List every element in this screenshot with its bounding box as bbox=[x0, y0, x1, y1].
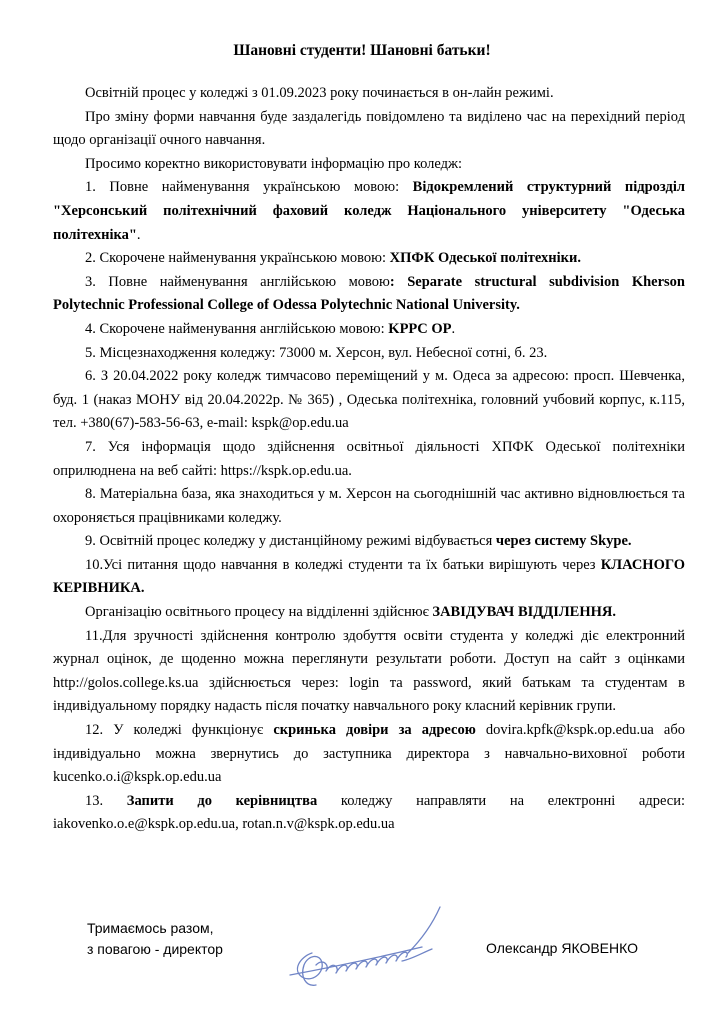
document-body bbox=[53, 82, 685, 837]
signature-image bbox=[282, 895, 447, 990]
item-9-bold: через систему Skype. bbox=[495, 533, 632, 550]
item-2 bbox=[53, 247, 685, 271]
item-8: 8. Матеріальна база, яка знаходиться у м. Херсон на сьогоднішній час активно відновлюється та охороняється працівниками коледжу. bbox=[53, 486, 685, 526]
item-13-tail: коледжу направляти на електронні адреси: iakovenko.o.e@kspk.op.edu.ua, rotan.n.v@kspk.op.edu.ua bbox=[53, 792, 686, 833]
item-10-bold: КЛАСНОГО КЕРІВНИКА. bbox=[53, 556, 685, 597]
item-3-bold: : Separate structural subdivision Kherson Polytechnic Professional College of Odessa Polytechnic National University. bbox=[53, 273, 685, 314]
item-4-lead: 4. Скорочене найменування англійською мовою: bbox=[85, 320, 389, 337]
page-title: Шановні студенти! Шановні батьки! bbox=[233, 42, 491, 59]
item-11: 11.Для зручності здійснення контролю здобуття освіти студента у коледжі діє електронний журнал оцінок, де щоденно можна переглянути результати роботи. Доступ на сайт з оцінками http://golos.college.ks.ua здійснюється через: login та password, який батькам та студентам в індивідуальному порядку надасть після початку навчального року класний керівник групи. bbox=[53, 627, 685, 715]
organization-note bbox=[53, 601, 685, 625]
item-1 bbox=[53, 176, 685, 247]
director-name: Олександр ЯКОВЕНКО bbox=[486, 940, 639, 956]
item-10 bbox=[53, 554, 685, 601]
item-7: 7. Уся інформація щодо здійснення освітньої діяльності ХПФК Одеської політехніки оприлюднена на веб сайті: https://kspk.op.edu.ua. bbox=[53, 438, 685, 479]
item-3-lead: 3. Повне найменування англійською мовою bbox=[85, 273, 390, 290]
item-12-tail: dovira.kpfk@kspk.op.edu.ua або індивідуально можна звернутись до заступника директора з навчально-виховної роботи kucenko.o.i@kspk.op.edu.ua bbox=[53, 722, 685, 786]
closing-line-2: з повагою - директор bbox=[87, 941, 223, 957]
item-3 bbox=[53, 271, 685, 318]
organization-note-bold: ЗАВІДУВАЧ ВІДДІЛЕННЯ. bbox=[432, 604, 616, 621]
item-9 bbox=[53, 530, 685, 554]
intro-paragraph-3: Просимо коректно використовувати інформацію про коледж: bbox=[85, 155, 463, 172]
intro-paragraph-1: Освітній процес у коледжі з 01.09.2023 року починається в он-лайн режимі. bbox=[85, 85, 554, 101]
item-10-lead: 10.Усі питання щодо навчання в коледжі студенти та їх батьки вирішують через bbox=[85, 556, 601, 573]
item-5: 5. Місцезнаходження коледжу: 73000 м. Херсон, вул. Небесної сотні, б. 23. bbox=[85, 344, 548, 361]
item-2-lead: 2. Скорочене найменування українською мовою: bbox=[85, 250, 390, 267]
item-1-bold: Відокремлений структурний підрозділ "Херсонський політехнічний фаховий коледж Національного університету "Одеська політехніка" bbox=[53, 179, 685, 243]
item-13-lead: 13. bbox=[85, 792, 127, 809]
item-9-lead: 9. Освітній процес коледжу у дистанційному режимі відбувається bbox=[85, 533, 496, 550]
item-13 bbox=[53, 790, 685, 837]
item-4-bold: KPPC OP bbox=[388, 320, 452, 337]
organization-note-lead: Організацію освітнього процесу на відділенні здійснює bbox=[85, 604, 433, 621]
item-1-lead: 1. Повне найменування українською мовою: bbox=[85, 179, 413, 196]
closing-block bbox=[87, 918, 223, 960]
item-12-bold: скринька довіри за адресою bbox=[273, 722, 476, 739]
item-1-tail: . bbox=[136, 226, 141, 243]
item-12 bbox=[53, 719, 685, 790]
item-4-tail: . bbox=[451, 320, 456, 337]
item-4 bbox=[53, 318, 685, 342]
intro-paragraph-2: Про зміну форми навчання буде заздалегідь повідомлено та виділено час на перехідний період щодо організації очного навчання. bbox=[53, 108, 685, 149]
item-6: 6. З 20.04.2022 року коледж тимчасово переміщений у м. Одеса за адресою: просп. Шевченка, буд. 1 (наказ МОНУ від 20.04.2022р. № 365) , Одеська політехніка, головний учбовий корпус, к.115, тел. +380(67)-583-56-63, e-mail: kspk@op.edu.ua bbox=[53, 368, 685, 432]
closing-line-1: Тримаємось разом, bbox=[87, 920, 214, 936]
item-13-bold: Запити до керівництва bbox=[126, 792, 318, 809]
item-12-lead: 12. У коледжі функціонує bbox=[85, 722, 274, 739]
item-2-bold: ХПФК Одеської політехніки. bbox=[389, 250, 582, 267]
